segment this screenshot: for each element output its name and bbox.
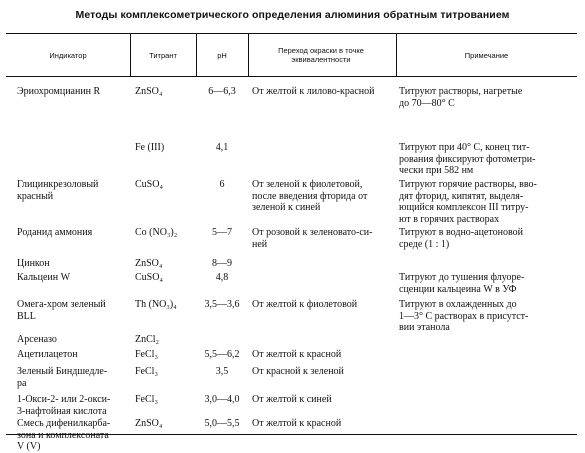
transition-cell: От желтой к лилово-красной <box>252 86 375 97</box>
titrant-cell: Fe (III) <box>135 142 165 153</box>
titrant-cell: Co (NO₃)₂ <box>135 227 178 238</box>
indicator-cell: 3-нафтойная кислота <box>17 405 107 417</box>
note-cell: Титруют растворы, нагретые <box>399 86 523 97</box>
ph-cell: 8—9 <box>212 258 232 269</box>
ph-cell: 5—7 <box>212 227 232 238</box>
note-cell: Титруют при 40° С, конец тит- <box>399 142 530 153</box>
indicator-cell: Глицинкрезоловый <box>17 179 99 190</box>
indicator-cell: BLL <box>17 310 36 322</box>
note-cell: Титруют в охлажденных до <box>399 299 517 310</box>
titrant-cell: CuSO₄ <box>135 179 163 190</box>
note-cell: ющийся комплексон III титру- <box>399 202 529 213</box>
note-cell: среде (1 : 1) <box>399 238 450 250</box>
ph-cell: 5,5—6,2 <box>204 349 240 360</box>
indicator-cell: Кальцеин W <box>17 272 71 283</box>
ph-cell: 3,0—4,0 <box>204 394 240 405</box>
ph-cell: 3,5—3,6 <box>204 299 240 310</box>
indicator-cell: Ацетилацетон <box>17 349 78 360</box>
header-indicator: Индикатор <box>49 50 87 60</box>
titrant-cell: Th (NO₃)₄ <box>135 299 177 310</box>
indicator-cell: красный <box>17 190 54 202</box>
data-table <box>6 33 577 452</box>
note-cell: до 70—80° С <box>399 97 455 109</box>
note-cell: Титруют в водно-ацетоновой <box>399 227 523 238</box>
ph-cell: 6—6,3 <box>208 86 236 97</box>
ph-cell: 4,1 <box>215 142 229 153</box>
ph-cell: 5,0—5,5 <box>204 418 240 429</box>
note-cell: сценции кальцеина W в УФ <box>399 283 517 295</box>
header-transition: Переход окраски в точке эквивалентности <box>278 46 364 64</box>
table-header <box>6 34 577 77</box>
indicator-cell: Омега-хром зеленый <box>17 299 106 310</box>
titrant-cell: FeCl₃ <box>135 366 158 377</box>
transition-cell: От желтой к красной <box>252 418 342 429</box>
titrant-cell: ZnSO₄ <box>135 418 163 429</box>
transition-cell: От желтой к фиолетовой <box>252 299 358 310</box>
note-cell: Титруют горячие растворы, вво- <box>399 179 537 190</box>
note-cell: дят фторид, кипятят, выделя- <box>399 190 524 202</box>
transition-cell: От зеленой к фиолетовой, <box>252 179 363 190</box>
transition-cell: От желтой к красной <box>252 349 342 360</box>
transition-cell: От розовой к зеленовато-си- <box>252 227 373 238</box>
indicator-cell: Зеленый Биндшедле- <box>17 366 108 377</box>
indicator-cell: Эриохромцианин R <box>17 86 101 97</box>
titrant-cell: ZnSO₄ <box>135 258 163 269</box>
titrant-cell: FeCl₃ <box>135 394 158 405</box>
note-cell: Титруют до тушения флуоре- <box>399 272 525 283</box>
titrant-cell: CuSO₄ <box>135 272 163 283</box>
transition-cell: От желтой к синей <box>252 394 332 405</box>
indicator-cell: Роданид аммония <box>17 227 93 238</box>
ph-cell: 4,8 <box>215 272 229 283</box>
table-title: Методы комплексометрического определения алюминия обратным титрованием <box>75 9 510 21</box>
transition-cell: ней <box>252 238 268 250</box>
indicator-cell: ра <box>17 377 27 389</box>
titrant-cell: ZnSO₄ <box>135 86 163 97</box>
indicator-cell: зона и комплексоната <box>17 429 109 441</box>
ph-cell: 3,5 <box>215 366 229 377</box>
indicator-cell: V (V) <box>17 441 41 452</box>
transition-cell: зеленой к синей <box>252 202 321 213</box>
titrant-cell: FeCl₃ <box>135 349 158 360</box>
transition-cell: после введения фторида от <box>252 190 368 202</box>
note-cell: чески при 582 нм <box>399 165 474 176</box>
header-titrant: Титрант <box>149 50 177 60</box>
indicator-cell: Арсеназо <box>17 334 57 345</box>
note-cell: 1—3° С растворах в присутст- <box>399 310 529 322</box>
header-divider <box>248 34 249 76</box>
header-note: Примечание <box>464 50 509 60</box>
note-cell: рования фиксируют фотометри- <box>399 153 536 165</box>
indicator-cell: Цинкон <box>17 258 50 269</box>
titrant-cell: ZnCl₂ <box>135 334 160 345</box>
ph-cell: 6 <box>219 179 225 190</box>
indicator-cell: Смесь дифенилкарба- <box>17 418 111 429</box>
header-ph: pH <box>217 50 227 60</box>
note-cell: ют в горячих растворах <box>399 213 500 225</box>
note-cell: вии этанола <box>399 322 450 333</box>
indicator-cell: 1-Окси-2- или 2-окси- <box>17 394 111 405</box>
transition-cell: От красной к зеленой <box>252 366 344 377</box>
